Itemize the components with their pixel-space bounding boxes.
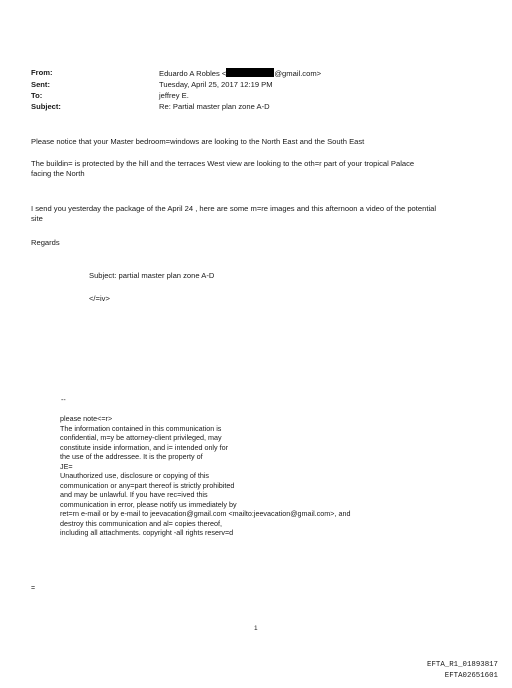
quoted-subject: Subject: partial master plan zone A-D (89, 271, 215, 280)
sent-label: Sent: (31, 80, 50, 89)
disclaimer-line: ret=rn e-mail or by e-mail to jeevacation@gmail.com <mailto:jeevacation@gmail.com>, and (60, 509, 351, 518)
disclaimer-line: communication or any=part thereof is strictly prohibited (60, 480, 235, 490)
bates-number-1: EFTA_R1_01893817 (427, 661, 498, 669)
from-value (159, 68, 321, 78)
disclaimer-line: including all attachments. copyright -all rights reserv=d (60, 528, 234, 537)
body-line: The buildin= is protected by the hill and the terraces West view are looking to the oth=r part of your tropical Palace (31, 159, 415, 168)
disclaimer-line: The information contained in this communication is (60, 423, 222, 433)
subject-label: Subject: (31, 102, 61, 111)
from-label: From: (31, 68, 53, 77)
redaction-box (226, 68, 274, 77)
disclaimer-line: the use of the addressee. It is the property of (60, 452, 203, 461)
disclaimer-line: destroy this communication and al= copies thereof, (60, 518, 223, 528)
body-paragraph-1: Please notice that your Master bedroom=windows are looking to the North East and the South East (31, 137, 365, 146)
bates-number-2: EFTA02651601 (444, 672, 498, 680)
body-line: facing the North (31, 169, 85, 178)
sent-value: Tuesday, April 25, 2017 12:19 PM (159, 80, 273, 89)
from-name: Eduardo A Robles < (159, 69, 227, 78)
body-paragraph-2 (31, 159, 491, 179)
regards: Regards (31, 238, 60, 247)
page-number: 1 (254, 625, 258, 632)
body-line: site (31, 214, 43, 223)
body-line: I send you yesterday the package of the April 24 , here are some m=re images and this afternoon a video of the potential (31, 204, 437, 213)
trailing-mark: = (31, 585, 36, 592)
disclaimer-line: confidential, m=y be attorney-client privileged, may (60, 433, 222, 442)
disclaimer-line: communication in error, please notify us immediately by (60, 499, 237, 509)
from-domain: @gmail.com> (274, 69, 322, 78)
confidentiality-disclaimer (60, 414, 460, 538)
disclaimer-line: constitute inside information, and i= intended only for (60, 442, 229, 452)
quoted-tag: </=iv> (89, 294, 110, 303)
body-paragraph-3 (31, 204, 491, 224)
separator-dashes: -- (61, 397, 66, 404)
to-value: jeffrey E. (159, 91, 189, 100)
disclaimer-line: and may be unlawful. If you have rec=ived this (60, 490, 208, 499)
subject-value: Re: Partial master plan zone A-D (159, 102, 270, 111)
disclaimer-line: JE= (60, 461, 73, 471)
disclaimer-line: please note<=r> (60, 414, 113, 423)
disclaimer-line: Unauthorized use, disclosure or copying of this (60, 471, 210, 480)
to-label: To: (31, 91, 43, 100)
